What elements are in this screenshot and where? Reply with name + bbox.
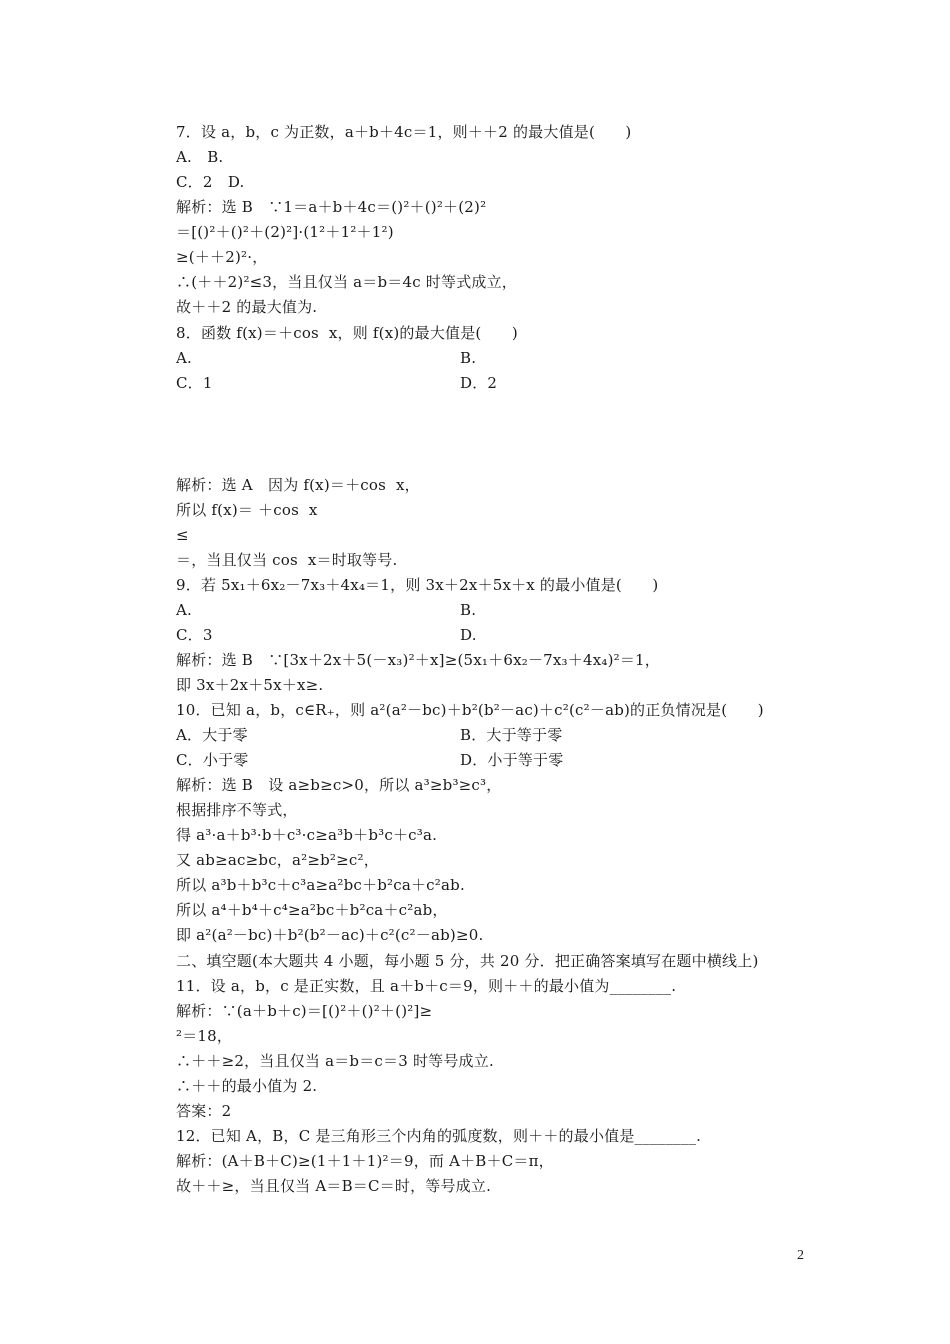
q9-option-c: C．3 [176, 626, 213, 644]
q8-solution-line: 所以 f(x)＝ ＋cos x [176, 501, 318, 519]
q9-option-d: D. [460, 626, 477, 644]
q12-solution-line: 解析：(A＋B＋C)≥(1＋1＋1)²＝9，而 A＋B＋C＝π， [176, 1152, 554, 1170]
q8-option-d: D．2 [460, 374, 498, 392]
q10-stem: 10．已知 a，b，c∈R₊，则 a²(a²－bc)＋b²(b²－ac)＋c²(c²－ab)的正负情况是( ) [176, 701, 764, 719]
q12-stem: 12．已知 A，B，C 是三角形三个内角的弧度数，则＋＋的最小值是________. [176, 1127, 702, 1145]
q8-solution-line: ＝，当且仅当 cos x＝时取等号. [176, 551, 398, 569]
q11-solution-line: 解析：∵(a＋b＋c)＝[()²＋()²＋()²]≥ [176, 1002, 433, 1020]
q7-solution-line: ∴(＋＋2)²≤3，当且仅当 a＝b＝4c 时等式成立， [176, 273, 517, 291]
q7-options-cd: C．2 D. [176, 173, 245, 191]
q10-solution-line: 又 ab≥ac≥bc，a²≥b²≥c²， [176, 851, 379, 869]
q7-solution-line: 故＋＋2 的最大值为. [176, 298, 318, 316]
q9-solution-line: 即 3x＋2x＋5x＋x≥. [176, 676, 324, 694]
q10-solution-line: 所以 a³b＋b³c＋c³a≥a²bc＋b²ca＋c²ab. [176, 876, 465, 894]
q7-solution-line: 解析：选 B ∵1＝a＋b＋4c＝()²＋()²＋(2)² [176, 198, 487, 216]
q11-solution-line: ∴＋＋≥2，当且仅当 a＝b＝c＝3 时等号成立. [176, 1052, 494, 1070]
q10-option-d: D．小于等于零 [460, 751, 564, 769]
page-number: 2 [797, 1248, 804, 1263]
q8-solution-line: ≤ [176, 526, 189, 544]
q10-option-c: C．小于零 [176, 751, 249, 769]
q10-solution-line: 根据排序不等式， [176, 801, 298, 819]
q7-solution-line: ≥(＋＋2)²·， [176, 248, 268, 266]
q11-solution-line: ∴＋＋的最小值为 2. [176, 1077, 318, 1095]
q8-stem: 8．函数 f(x)＝＋cos x，则 f(x)的最大值是( ) [176, 324, 518, 342]
q11-answer: 答案：2 [176, 1102, 232, 1120]
q10-solution-line: 解析：选 B 设 a≥b≥c>0，所以 a³≥b³≥c³， [176, 776, 502, 794]
q12-solution-line: 故＋＋≥，当且仅当 A＝B＝C＝时，等号成立. [176, 1177, 492, 1195]
q9-option-a: A. [176, 601, 193, 619]
q9-stem: 9．若 5x₁＋6x₂－7x₃＋4x₄＝1，则 3x＋2x＋5x＋x 的最小值是( ) [176, 576, 659, 594]
q7-options-ab: A. B. [176, 148, 224, 166]
q8-option-a: A. [176, 349, 193, 367]
q8-option-b: B. [460, 349, 477, 367]
q10-solution-line: 即 a²(a²－bc)＋b²(b²－ac)＋c²(c²－ab)≥0. [176, 926, 484, 944]
q9-solution-line: 解析：选 B ∵[3x＋2x＋5(－x₃)²＋x]≥(5x₁＋6x₂－7x₃＋4x₄)²＝1， [176, 651, 660, 669]
q10-solution-line: 所以 a⁴＋b⁴＋c⁴≥a²bc＋b²ca＋c²ab， [176, 901, 448, 919]
q7-stem: 7．设 a，b，c 为正数，a＋b＋4c＝1，则＋＋2 的最大值是( ) [176, 123, 632, 141]
q7-solution-line: ＝[()²＋()²＋(2)²]·(1²＋1²＋1²) [176, 223, 394, 241]
q10-option-b: B．大于等于零 [460, 726, 563, 744]
q11-stem: 11．设 a，b，c 是正实数，且 a＋b＋c＝9，则＋＋的最小值为________. [176, 977, 677, 995]
q8-solution-line: 解析：选 A 因为 f(x)＝＋cos x， [176, 476, 420, 494]
q9-option-b: B. [460, 601, 477, 619]
q10-solution-line: 得 a³·a＋b³·b＋c³·c≥a³b＋b³c＋c³a. [176, 826, 438, 844]
q11-solution-line: ²＝18， [176, 1027, 233, 1045]
q8-option-c: C．1 [176, 374, 213, 392]
section-heading: 二、填空题(本大题共 4 小题，每小题 5 分，共 20 分．把正确答案填写在题中横线上) [176, 952, 759, 970]
q10-option-a: A．大于零 [176, 726, 248, 744]
